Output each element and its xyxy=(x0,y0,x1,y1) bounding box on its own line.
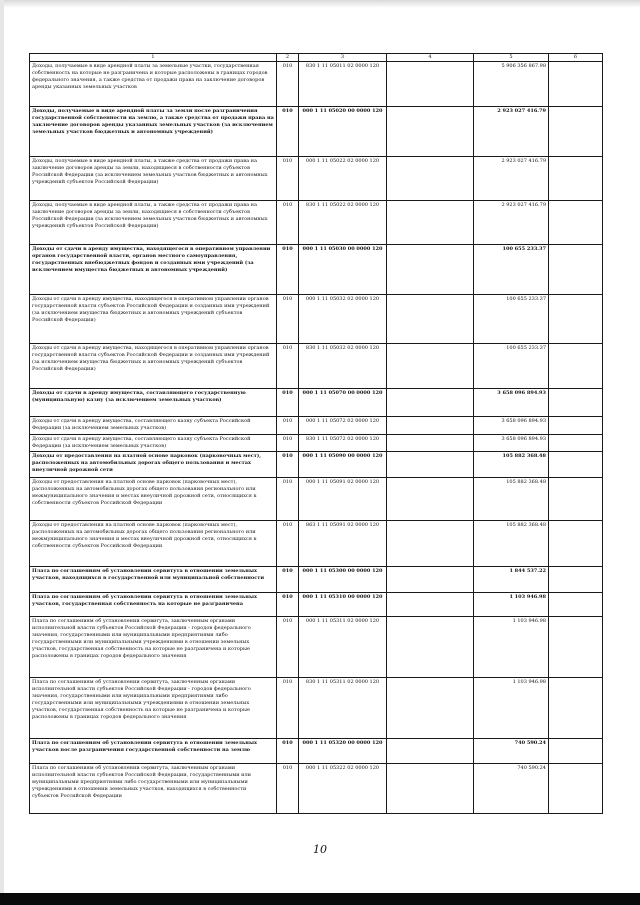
cell-approved xyxy=(387,157,474,201)
cell-executed: 1 103 946.98 xyxy=(474,678,549,739)
cell-name: Доходы, получаемые в виде арендной платы за земельные участки, государственная собственность на которые не разграничена и которые расположены в границах городов федерального значения, а также средства от продажи права на заключение договоров аренды указанных земельных участков xyxy=(30,62,277,107)
cell-approved xyxy=(387,417,474,435)
cell-unexecuted xyxy=(549,452,603,478)
cell-budget-code: 830 1 11 05022 02 0000 120 xyxy=(299,201,387,245)
cell-unexecuted xyxy=(549,764,603,814)
table-row xyxy=(30,344,603,389)
cell-unexecuted xyxy=(549,295,603,344)
cell-line-code: 010 xyxy=(277,417,299,435)
cell-executed: 740 590.24 xyxy=(474,764,549,814)
cell-approved xyxy=(387,389,474,417)
cell-budget-code: 000 1 11 05322 02 0000 120 xyxy=(299,764,387,814)
cell-budget-code: 000 1 11 05311 02 0000 120 xyxy=(299,617,387,678)
cell-executed: 3 658 096 894.93 xyxy=(474,389,549,417)
cell-unexecuted xyxy=(549,417,603,435)
col-header-line: 2 xyxy=(277,54,299,62)
cell-line-code: 010 xyxy=(277,62,299,107)
cell-budget-code: 863 1 11 05091 02 0000 120 xyxy=(299,521,387,567)
cell-unexecuted xyxy=(549,478,603,521)
cell-line-code: 010 xyxy=(277,201,299,245)
table-row xyxy=(30,617,603,678)
cell-name: Доходы от сдачи в аренду имущества, составляющего государственную (муниципальную) казну (за исключением земельных участков) xyxy=(30,389,277,417)
table-row xyxy=(30,157,603,201)
col-header-name: 1 xyxy=(30,54,277,62)
cell-line-code: 010 xyxy=(277,107,299,157)
revenue-table xyxy=(29,53,603,814)
cell-line-code: 010 xyxy=(277,435,299,452)
table-row xyxy=(30,201,603,245)
table-row xyxy=(30,764,603,814)
cell-line-code: 010 xyxy=(277,452,299,478)
cell-unexecuted xyxy=(549,617,603,678)
table-body xyxy=(30,62,603,814)
cell-unexecuted xyxy=(549,62,603,107)
cell-name: Доходы, получаемые в виде арендной платы, а также средства от продажи права на заключение договоров аренды за земли, находящиеся в собственности субъектов Российской Федерации (за исключением земельных участков бюджетных и автономных учреждений субъектов Российской Федерации) xyxy=(30,157,277,201)
cell-name: Доходы, получаемые в виде арендной платы за земли после разграничения государственной собственности на землю, а также средства от продажи права на заключение договоров аренды указанных земельных участков (за исключением земельных участков бюджетных и автономных учреждений) xyxy=(30,107,277,157)
cell-unexecuted xyxy=(549,739,603,764)
cell-executed: 5 906 356 867.98 xyxy=(474,62,549,107)
cell-budget-code: 000 1 11 05020 00 0000 120 xyxy=(299,107,387,157)
cell-unexecuted xyxy=(549,567,603,593)
cell-budget-code: 830 1 11 05311 02 0000 120 xyxy=(299,678,387,739)
cell-name: Плата по соглашениям об установлении сервитута, заключенным органами исполнительной власти субъектов Российской Федерации - городов федерального значения, государственными или муниципальными предприятиями либо государственными или муниципальными учреждениями в отношении земельных участков, государственная собственность на которые не разграничена и которые расположены в границах городов федерального значения xyxy=(30,617,277,678)
cell-budget-code: 000 1 11 05310 00 0000 120 xyxy=(299,593,387,617)
scan-edge-bottom xyxy=(0,893,640,905)
table-row xyxy=(30,107,603,157)
cell-executed: 1 844 537.22 xyxy=(474,567,549,593)
cell-executed: 100 655 233.37 xyxy=(474,245,549,295)
cell-unexecuted xyxy=(549,435,603,452)
cell-line-code: 010 xyxy=(277,478,299,521)
table-row xyxy=(30,389,603,417)
cell-line-code: 010 xyxy=(277,617,299,678)
table-row xyxy=(30,435,603,452)
cell-approved xyxy=(387,201,474,245)
cell-line-code: 010 xyxy=(277,521,299,567)
cell-name: Плата по соглашениям об установлении сервитута, заключенным органами исполнительной власти субъектов Российской Федерации - городов федерального значения, государственными или муниципальными предприятиями либо государственными или муниципальными учреждениями в отношении земельных участков, государственная собственность на которые не разграничена и которые расположены в границах городов федерального значения xyxy=(30,678,277,739)
col-header-executed: 5 xyxy=(474,54,549,62)
scan-edge-left xyxy=(0,0,4,893)
cell-executed: 100 655 233.37 xyxy=(474,295,549,344)
cell-approved xyxy=(387,107,474,157)
cell-line-code: 010 xyxy=(277,764,299,814)
table-row xyxy=(30,417,603,435)
cell-approved xyxy=(387,62,474,107)
cell-unexecuted xyxy=(549,107,603,157)
cell-budget-code: 000 1 11 05072 02 0000 120 xyxy=(299,417,387,435)
cell-executed: 105 882 368.48 xyxy=(474,521,549,567)
cell-approved xyxy=(387,593,474,617)
table-row xyxy=(30,245,603,295)
table-row xyxy=(30,478,603,521)
cell-name: Доходы от предоставления на платной основе парковок (парковочных мест), расположенных на автомобильных дорогах общего пользования регионального или межмуниципального значения и местах внеуличной дорожной сети, относящихся к собственности субъектов Российской Федерации xyxy=(30,521,277,567)
cell-unexecuted xyxy=(549,678,603,739)
cell-line-code: 010 xyxy=(277,245,299,295)
cell-executed: 2 923 027 416.79 xyxy=(474,201,549,245)
cell-approved xyxy=(387,245,474,295)
cell-budget-code: 000 1 11 05030 00 0000 120 xyxy=(299,245,387,295)
table-row xyxy=(30,593,603,617)
page-number: 10 xyxy=(313,843,327,856)
cell-name: Доходы от сдачи в аренду имущества, находящегося в оперативном управлении органов государственной власти субъектов Российской Федерации и созданных ими учреждений (за исключением имущества бюджетных и автономных учреждений субъектов Российской Федерации) xyxy=(30,344,277,389)
col-header-unexecuted: 6 xyxy=(549,54,603,62)
cell-unexecuted xyxy=(549,344,603,389)
table-row xyxy=(30,295,603,344)
table-row xyxy=(30,567,603,593)
cell-line-code: 010 xyxy=(277,593,299,617)
cell-approved xyxy=(387,521,474,567)
cell-approved xyxy=(387,295,474,344)
cell-budget-code: 830 1 11 05032 02 0000 120 xyxy=(299,344,387,389)
cell-budget-code: 000 1 11 05032 02 0000 120 xyxy=(299,295,387,344)
col-header-approved: 4 xyxy=(387,54,474,62)
cell-unexecuted xyxy=(549,245,603,295)
cell-approved xyxy=(387,567,474,593)
cell-executed: 3 658 096 894.93 xyxy=(474,417,549,435)
cell-line-code: 010 xyxy=(277,344,299,389)
cell-name: Доходы от сдачи в аренду имущества, составляющего казну субъекта Российской Федерации (за исключением земельных участков) xyxy=(30,435,277,452)
cell-approved xyxy=(387,435,474,452)
cell-name: Плата по соглашениям об установлении сервитута в отношении земельных участков после разграничения государственной собственности на землю xyxy=(30,739,277,764)
cell-budget-code: 000 1 11 05090 00 0000 120 xyxy=(299,452,387,478)
cell-line-code: 010 xyxy=(277,157,299,201)
cell-approved xyxy=(387,452,474,478)
cell-budget-code: 000 1 11 05091 02 0000 120 xyxy=(299,478,387,521)
cell-name: Доходы, получаемые в виде арендной платы, а также средства от продажи права на заключение договоров аренды за земли, находящиеся в собственности субъектов Российской Федерации (за исключением земельных участков бюджетных и автономных учреждений субъектов Российской Федерации) xyxy=(30,201,277,245)
cell-executed: 100 655 233.37 xyxy=(474,344,549,389)
cell-executed: 105 882 368.48 xyxy=(474,452,549,478)
table-row xyxy=(30,62,603,107)
cell-approved xyxy=(387,678,474,739)
cell-executed: 105 882 368.48 xyxy=(474,478,549,521)
cell-executed: 1 103 946.98 xyxy=(474,593,549,617)
cell-executed: 1 103 946.98 xyxy=(474,617,549,678)
table-row xyxy=(30,452,603,478)
cell-approved xyxy=(387,764,474,814)
cell-name: Плата по соглашениям об установлении сервитута в отношении земельных участков, государственная собственность на которые не разграничена xyxy=(30,593,277,617)
cell-name: Доходы от сдачи в аренду имущества, находящегося в оперативном управлении органов государственной власти, органов местного самоуправления, государственных внебюджетных фондов и созданных ими учреждений (за исключением имущества бюджетных и автономных учреждений) xyxy=(30,245,277,295)
cell-budget-code: 000 1 11 05022 02 0000 120 xyxy=(299,157,387,201)
cell-budget-code: 000 1 11 05300 00 0000 120 xyxy=(299,567,387,593)
cell-approved xyxy=(387,739,474,764)
table-row xyxy=(30,521,603,567)
cell-approved xyxy=(387,478,474,521)
cell-executed: 2 923 027 416.79 xyxy=(474,157,549,201)
cell-name: Доходы от предоставления на платной основе парковок (парковочных мест), расположенных на автомобильных дорогах общего пользования и местах внеуличной дорожной сети xyxy=(30,452,277,478)
cell-line-code: 010 xyxy=(277,678,299,739)
cell-executed: 3 658 096 894.93 xyxy=(474,435,549,452)
table-row xyxy=(30,739,603,764)
cell-budget-code: 830 1 11 05072 02 0000 120 xyxy=(299,435,387,452)
cell-unexecuted xyxy=(549,593,603,617)
cell-executed: 740 590.24 xyxy=(474,739,549,764)
cell-line-code: 010 xyxy=(277,389,299,417)
cell-approved xyxy=(387,344,474,389)
scan-edge-top xyxy=(0,0,640,8)
cell-name: Доходы от сдачи в аренду имущества, составляющего казну субъекта Российской Федерации (за исключением земельных участков) xyxy=(30,417,277,435)
cell-unexecuted xyxy=(549,201,603,245)
cell-budget-code: 000 1 11 05320 00 0000 120 xyxy=(299,739,387,764)
cell-unexecuted xyxy=(549,521,603,567)
cell-line-code: 010 xyxy=(277,739,299,764)
cell-line-code: 010 xyxy=(277,567,299,593)
cell-name: Плата по соглашениям об установлении сервитута в отношении земельных участков, находящихся в государственной или муниципальной собственности xyxy=(30,567,277,593)
cell-name: Доходы от предоставления на платной основе парковок (парковочных мест), расположенных на автомобильных дорогах общего пользования регионального или межмуниципального значения и местах внеуличной дорожной сети, относящихся к собственности субъектов Российской Федерации xyxy=(30,478,277,521)
cell-name: Доходы от сдачи в аренду имущества, находящегося в оперативном управлении органов государственной власти субъектов Российской Федерации и созданных ими учреждений (за исключением имущества бюджетных и автономных учреждений субъектов Российской Федерации) xyxy=(30,295,277,344)
header-row xyxy=(30,54,603,62)
col-header-code: 3 xyxy=(299,54,387,62)
cell-budget-code: 000 1 11 05070 00 0000 120 xyxy=(299,389,387,417)
cell-budget-code: 830 1 11 05011 02 0000 120 xyxy=(299,62,387,107)
cell-name: Плата по соглашениям об установлении сервитута, заключенным органами исполнительной власти субъектов Российской Федерации, государственными или муниципальными предприятиями либо государственными или муниципальными учреждениями в отношении земельных участков, находящихся в собственности субъектов Российской Федерации xyxy=(30,764,277,814)
cell-line-code: 010 xyxy=(277,295,299,344)
cell-unexecuted xyxy=(549,389,603,417)
cell-executed: 2 923 027 416.79 xyxy=(474,107,549,157)
cell-unexecuted xyxy=(549,157,603,201)
table-row xyxy=(30,678,603,739)
cell-approved xyxy=(387,617,474,678)
